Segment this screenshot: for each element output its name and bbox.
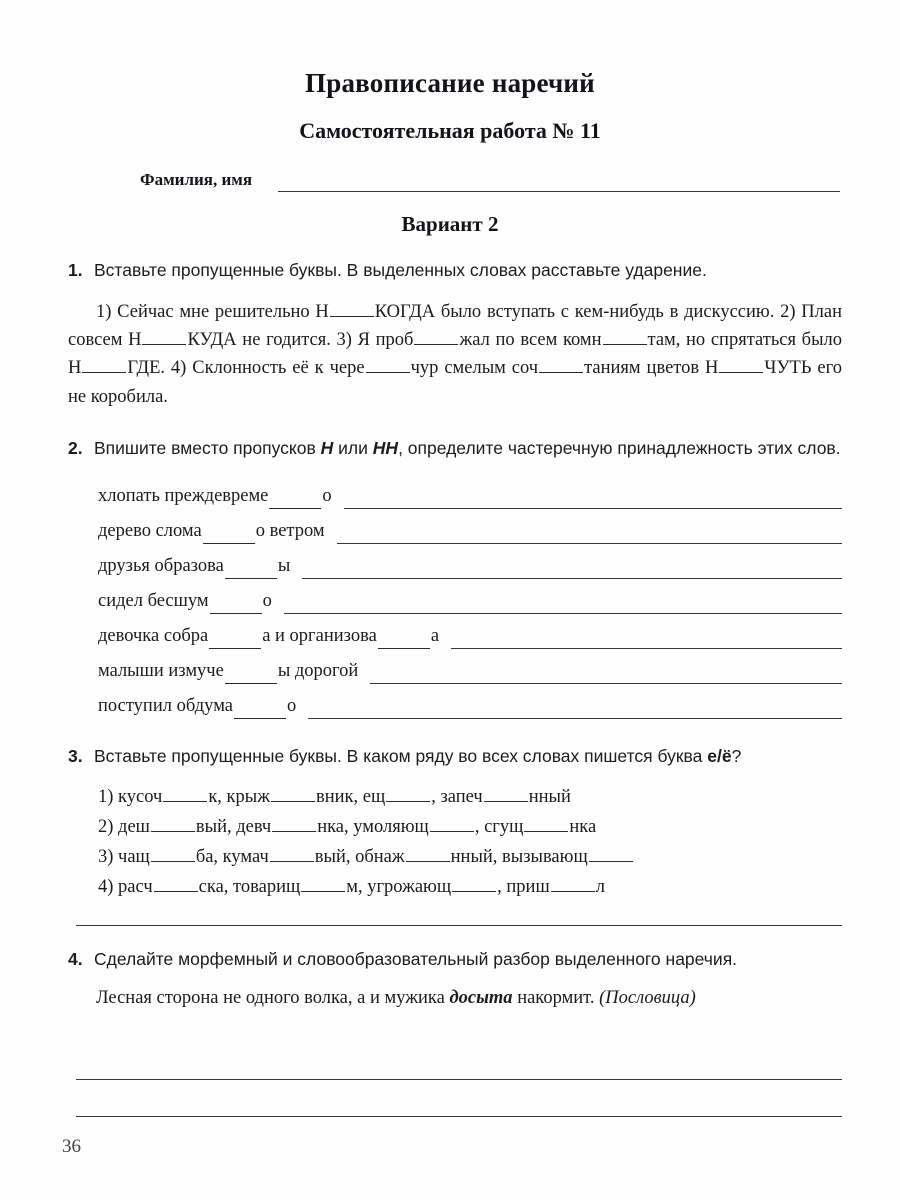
- task-3-row-3-blank-3[interactable]: [406, 844, 450, 862]
- task-3-header: [68, 745, 842, 768]
- task-2-item-7-answer-line[interactable]: [308, 702, 842, 719]
- task-2-item-2: [98, 509, 842, 544]
- task-3: [68, 745, 842, 768]
- task-3-row-2-blank-3[interactable]: [430, 814, 474, 832]
- task-2-item-3-answer-line[interactable]: [302, 562, 842, 579]
- task-3-row-4-seg-4: , приш: [497, 877, 550, 898]
- task-2-item-5-blank-a[interactable]: [209, 631, 261, 649]
- task-1-seg-b: КОГДА было вступать с кем-нибудь в дискуссию. 2) План совсем Н: [68, 302, 843, 351]
- task-2-item-3-post: ы: [277, 555, 291, 576]
- task-4-header: [68, 948, 842, 971]
- task-3-row-1: [98, 783, 842, 813]
- task-4-number: 4.: [68, 949, 83, 970]
- task-4: [68, 948, 842, 971]
- task-1: [68, 259, 842, 282]
- task-2-list: [98, 474, 842, 719]
- task-3-row-1-seg-1: кусоч: [118, 787, 163, 808]
- task-4-body: [68, 985, 842, 1013]
- task-4-sentence-pre: Лесная сторона не одного волка, а и мужика: [96, 988, 450, 1009]
- task-3-row-4-seg-1: расч: [118, 877, 153, 898]
- task-1-seg-a: 1) Сейчас мне решительно Н: [96, 302, 329, 323]
- task-3-instr-pre: Вставьте пропущенные буквы. В каком ряду во всех словах пишется буква: [94, 745, 708, 766]
- task-1-body: [68, 298, 842, 410]
- task-1-seg-h: таниям цветов Н: [584, 358, 719, 379]
- task-4-instruction: Сделайте морфемный и словообразовательный разбор выделенного наречия.: [94, 949, 738, 970]
- task-2-item-7-pre: поступил обдума: [98, 695, 233, 716]
- task-4-sentence-post: накормит.: [512, 988, 595, 1009]
- task-1-seg-d: жал по всем комн: [459, 330, 602, 351]
- page-number: 36: [62, 1136, 81, 1157]
- task-3-row-3-seg-2: ба, кумач: [195, 847, 269, 868]
- variant-heading: Вариант 2: [401, 212, 499, 236]
- task-3-row-2-seg-5: нка: [569, 817, 597, 838]
- task-1-blank-5[interactable]: [82, 355, 126, 373]
- task-2-instr-bold-nn: НН: [372, 437, 399, 458]
- task-3-row-3-seg-4: нный, вызывающ: [450, 847, 588, 868]
- name-input-line[interactable]: [278, 176, 840, 192]
- task-3-row-4-seg-2: ска, товарищ: [198, 877, 301, 898]
- task-2-item-7: [98, 684, 842, 719]
- task-2-item-2-pre: дерево слома: [98, 520, 202, 541]
- task-4-source: (Пословица): [599, 988, 696, 1009]
- task-3-row-3: [98, 843, 842, 873]
- task-3-row-1-seg-2: к, крыж: [208, 787, 271, 808]
- task-1-seg-c: КУДА не годится. 3) Я проб: [187, 330, 414, 351]
- task-3-row-4-seg-5: л: [595, 877, 605, 898]
- task-3-row-3-seg-3: вый, обнаж: [314, 847, 405, 868]
- task-2-item-3: [98, 544, 842, 579]
- task-3-list: [98, 783, 842, 903]
- task-2-item-5-blank-b[interactable]: [378, 631, 430, 649]
- task-2-item-2-post: о ветром: [255, 520, 325, 541]
- task-3-row-3-blank-2[interactable]: [270, 844, 314, 862]
- task-3-row-3-blank-4[interactable]: [589, 844, 633, 862]
- task-3-instr-post: ?: [731, 745, 742, 766]
- task-2-item-6-pre: малыши измуче: [98, 660, 224, 681]
- answer-line-1[interactable]: [76, 1043, 842, 1080]
- task-3-row-2: [98, 813, 842, 843]
- task-2-item-1-post: о: [322, 485, 332, 506]
- task-2-item-4: [98, 579, 842, 614]
- task-2-item-5: [98, 614, 842, 649]
- task-2-item-5-post2: а: [430, 625, 440, 646]
- task-3-row-2-blank-2[interactable]: [272, 814, 316, 832]
- task-4-highlighted-word: досыта: [449, 988, 513, 1009]
- task-3-row-4-blank-4[interactable]: [551, 874, 595, 892]
- task-3-row-2-seg-2: вый, девч: [195, 817, 272, 838]
- task-1-blank-6[interactable]: [366, 355, 410, 373]
- task-3-row-2-blank-1[interactable]: [151, 814, 195, 832]
- task-1-instruction: Вставьте пропущенные буквы. В выделенных словах расставьте ударение.: [94, 260, 707, 280]
- task-1-blank-8[interactable]: [719, 355, 763, 373]
- task-2-item-6-post: ы дорогой: [277, 660, 359, 681]
- task-3-row-1-blank-2[interactable]: [271, 784, 315, 802]
- task-1-seg-g: чур смелым соч: [410, 358, 539, 379]
- answer-line-2[interactable]: [76, 1080, 842, 1117]
- task-3-row-4-blank-3[interactable]: [452, 874, 496, 892]
- task-2-item-2-answer-line[interactable]: [337, 527, 842, 544]
- task-2-item-7-blank[interactable]: [234, 701, 286, 719]
- task-2-instr-post: , определите частеречную принадлежность этих слов.: [398, 437, 841, 458]
- task-3-number: 3.: [68, 745, 83, 766]
- task-2-item-4-answer-line[interactable]: [284, 597, 842, 614]
- task-3-row-4: [98, 873, 842, 903]
- task-1-blank-3[interactable]: [414, 327, 458, 345]
- task-3-row-1-marker: 1): [98, 787, 114, 808]
- task-3-row-4-seg-3: м, угрожающ: [346, 877, 452, 898]
- task-2-number: 2.: [68, 437, 83, 458]
- task-2: [68, 437, 842, 460]
- task-4-sentence: [68, 985, 842, 1013]
- task-3-row-2-blank-4[interactable]: [524, 814, 568, 832]
- page-title: Правописание наречий: [305, 68, 595, 98]
- task-3-instr-bold: е/ё: [707, 745, 732, 766]
- task-2-header: [68, 437, 842, 460]
- task-2-item-2-blank[interactable]: [203, 526, 255, 544]
- task-3-row-3-blank-1[interactable]: [151, 844, 195, 862]
- task-2-instr-mid: или: [333, 437, 373, 458]
- task-1-seg-e: там, но спрятаться было Н: [68, 330, 842, 379]
- task-1-seg-i: ЧУТЬ его не коробила.: [68, 358, 843, 407]
- task-2-item-5-answer-line[interactable]: [451, 632, 842, 649]
- task-3-instruction: [94, 745, 842, 768]
- task-1-blank-1[interactable]: [330, 299, 374, 317]
- name-field-label: Фамилия, имя: [140, 170, 253, 189]
- task-2-instr-bold-n: Н: [320, 437, 334, 458]
- name-field-row: [140, 170, 840, 192]
- task-1-blank-4[interactable]: [603, 327, 647, 345]
- task-2-item-3-blank[interactable]: [225, 561, 277, 579]
- task-1-seg-f: ГДЕ. 4) Склонность её к чере: [127, 358, 365, 379]
- task-3-row-3-seg-1: чащ: [118, 847, 150, 868]
- task-3-row-2-seg-3: нка, умоляющ: [317, 817, 429, 838]
- task-1-number: 1.: [68, 260, 83, 280]
- task-2-item-4-blank[interactable]: [210, 596, 262, 614]
- task-2-item-6-answer-line[interactable]: [370, 667, 842, 684]
- task-2-item-4-pre: сидел бесшум: [98, 590, 209, 611]
- task-2-item-6-blank[interactable]: [225, 666, 277, 684]
- task-3-row-1-blank-1[interactable]: [163, 784, 207, 802]
- task-3-row-1-seg-4: , запеч: [431, 787, 483, 808]
- section-divider: [76, 925, 842, 926]
- task-3-row-4-blank-2[interactable]: [301, 874, 345, 892]
- task-3-row-2-seg-1: деш: [118, 817, 150, 838]
- task-2-item-1-pre: хлопать преждевреме: [98, 485, 269, 506]
- task-3-row-1-seg-3: вник, ещ: [316, 787, 386, 808]
- task-2-item-4-post: о: [262, 590, 272, 611]
- page-subtitle: Самостоятельная работа № 11: [299, 118, 601, 143]
- task-1-header: [68, 259, 842, 282]
- task-2-instruction: [94, 437, 842, 460]
- task-2-instr-pre: Впишите вместо пропусков: [94, 437, 321, 458]
- task-3-row-3-marker: 3): [98, 847, 114, 868]
- task-3-row-1-blank-4[interactable]: [484, 784, 528, 802]
- task-3-row-4-marker: 4): [98, 877, 114, 898]
- task-3-row-1-seg-5: нный: [528, 787, 571, 808]
- task-2-item-5-pre: девочка собра: [98, 625, 209, 646]
- task-2-item-7-post: о: [286, 695, 297, 716]
- task-2-item-1-blank[interactable]: [269, 491, 321, 509]
- task-2-item-1: [98, 474, 842, 509]
- task-3-row-4-blank-1[interactable]: [154, 874, 198, 892]
- task-3-row-2-seg-4: , сгущ: [474, 817, 524, 838]
- task-2-item-3-pre: друзья образова: [98, 555, 224, 576]
- task-2-item-5-post: а и организова: [262, 625, 377, 646]
- task-2-item-6: [98, 649, 842, 684]
- task-2-item-1-answer-line[interactable]: [344, 492, 842, 509]
- task-4-answer-lines: [76, 1043, 842, 1117]
- task-3-row-1-blank-3[interactable]: [386, 784, 430, 802]
- task-1-blank-7[interactable]: [539, 355, 583, 373]
- task-3-row-2-marker: 2): [98, 817, 114, 838]
- task-1-blank-2[interactable]: [142, 327, 186, 345]
